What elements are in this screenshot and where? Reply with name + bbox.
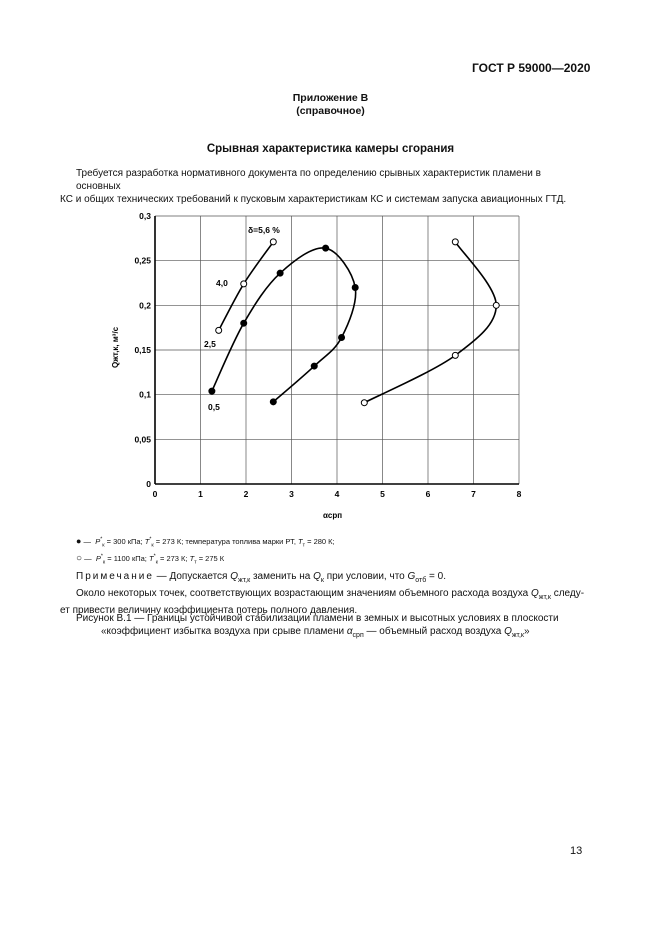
y-tick-label: 0,2: [139, 300, 151, 311]
legend-dash: —: [84, 554, 92, 563]
legend-p-label: P: [95, 537, 101, 546]
note-q2-sub: к: [320, 577, 324, 584]
note-block: [60, 570, 586, 617]
x-tick-label: 3: [289, 489, 294, 499]
chart-points: [209, 239, 499, 406]
note-line2-b: следу-: [553, 588, 585, 599]
intro-line-2: КС и общих технических требований к пусковым характеристикам КС и системам запуска авиационных ГТД.: [60, 194, 567, 205]
x-tick-label: 6: [425, 489, 431, 499]
caption-q-sub: жт,к: [511, 632, 524, 639]
note-label: Примечание: [76, 571, 154, 582]
y-tick-label: 0,3: [139, 211, 151, 221]
note-line2-a: Около некоторых точек, соответствующих возрастающим значениям объемного расхода воздуха: [76, 588, 529, 599]
section-title: Срывная характеристика камеры сгорания: [206, 143, 455, 155]
legend-t-sup: *: [153, 553, 156, 560]
open-point: [361, 400, 367, 406]
caption-line2-a: «коэффициент избытка воздуха при срыве пламени: [101, 626, 345, 637]
legend-p-sub: к: [102, 542, 105, 549]
y-axis-label: Qжт,к, м³/с: [111, 326, 120, 368]
chart-curves: [212, 242, 496, 403]
legend-p-sup: *: [100, 553, 103, 560]
x-tick-label: 0: [152, 489, 158, 499]
filled-point: [339, 334, 345, 340]
filled-point: [311, 363, 317, 369]
annotation-label: 2,5: [204, 339, 216, 349]
note-text-b: заменить на: [252, 571, 311, 582]
x-tick-label: 4: [334, 489, 340, 499]
open-point: [452, 239, 458, 245]
filled-point: [241, 320, 247, 326]
open-point: [216, 327, 222, 333]
filled-point: [352, 284, 358, 290]
chart-grid: [155, 216, 519, 484]
intro-line-1: Требуется разработка нормативного документа по определению срывных характеристик пламени в основных: [76, 168, 541, 192]
note-line-1: [76, 570, 586, 587]
legend-t-value: = 273 К; температура топлива марки РТ,: [155, 537, 296, 546]
y-tick-label: 0,15: [134, 345, 151, 355]
caption-alpha-sub: срп: [352, 632, 364, 639]
filled-point: [209, 388, 215, 394]
legend-tt-sub: т: [302, 542, 306, 549]
x-axis-label: αсрп: [323, 511, 343, 520]
note-text-c: при условии, что: [326, 571, 405, 582]
annotation-label: 0,5: [208, 402, 220, 412]
note-line2-q-sub: жт,к: [538, 594, 551, 601]
note-text-a: Допускается: [169, 571, 228, 582]
open-marker-icon: ○: [76, 553, 83, 564]
legend-dash: —: [83, 537, 92, 546]
note-q2: Q: [313, 571, 321, 582]
note-dash: —: [156, 571, 167, 582]
note-text-d: = 0.: [429, 571, 447, 582]
legend-t-label: T: [144, 537, 150, 546]
legend-t-sub: к: [151, 542, 154, 549]
x-tick-label: 7: [471, 489, 476, 499]
filled-point: [277, 270, 283, 276]
note-line2-q: Q: [531, 588, 539, 599]
y-tick-label: 0,25: [134, 255, 151, 266]
note-line-2: [76, 587, 586, 604]
caption-line2-c: »: [523, 626, 530, 637]
x-tick-label: 8: [516, 489, 522, 499]
figure-caption: [76, 612, 596, 642]
legend-tt-value: = 280 К;: [307, 537, 335, 546]
legend-p-sup: *: [100, 536, 103, 543]
x-tick-label: 1: [198, 489, 203, 499]
x-tick-label: 2: [243, 489, 249, 499]
caption-alpha: α: [346, 626, 353, 637]
x-tick-label: 5: [380, 489, 385, 499]
filled-point: [323, 245, 329, 251]
y-tick-label: 0,1: [139, 389, 151, 400]
note-q1: Q: [230, 571, 239, 582]
annotation-label: δ=5,6 %: [248, 225, 280, 235]
legend-t-label: T: [148, 554, 154, 563]
note-line-3: ет привести величину коэффициента потерь полного давления.: [60, 605, 358, 616]
open-point: [493, 302, 499, 308]
legend-tt-value: = 275 К: [198, 554, 225, 563]
legend-tt-label: T: [189, 554, 195, 563]
caption-line-2: [76, 625, 596, 642]
y-tick-label: 0,05: [134, 434, 151, 445]
legend-p-value: = 300 кПа;: [106, 537, 143, 546]
note-g-sub: отб: [415, 577, 427, 584]
series-line-0: [212, 248, 356, 402]
note-g: G: [407, 571, 416, 582]
legend-p-label: P: [95, 554, 101, 563]
standard-code: ГОСТ Р 59000—2020: [472, 61, 591, 75]
filled-marker-icon: ●: [76, 536, 82, 546]
legend-t-sup: *: [149, 536, 152, 543]
annex-subtitle: (справочное): [296, 105, 365, 117]
legend-item-open: [76, 553, 224, 566]
caption-line-1: Рисунок В.1 — Границы устойчивой стабилизации пламени в земных и высотных условиях в плоскости: [76, 613, 559, 624]
legend-p-sub: к: [102, 559, 106, 566]
open-point: [241, 281, 247, 287]
legend-t-sub: к: [155, 559, 158, 566]
caption-q: Q: [504, 626, 512, 637]
legend-tt-sub: т: [194, 559, 197, 566]
series-line-1: [364, 242, 496, 403]
legend-t-value: = 273 К;: [160, 554, 188, 563]
open-point: [452, 352, 458, 358]
page-number: 13: [570, 845, 583, 857]
filled-point: [270, 399, 276, 405]
note-q1-sub: жт,к: [238, 577, 251, 584]
y-tick-label: 0: [146, 479, 151, 489]
legend-tt-label: T: [298, 537, 303, 546]
caption-line2-b: — объемный расход воздуха: [366, 626, 502, 637]
annotation-label: 4,0: [216, 278, 228, 288]
legend-p-value: = 1100 кПа;: [107, 554, 147, 563]
open-point: [270, 239, 276, 245]
annex-title: Приложение В: [292, 92, 369, 104]
legend-item-filled: [76, 536, 335, 549]
